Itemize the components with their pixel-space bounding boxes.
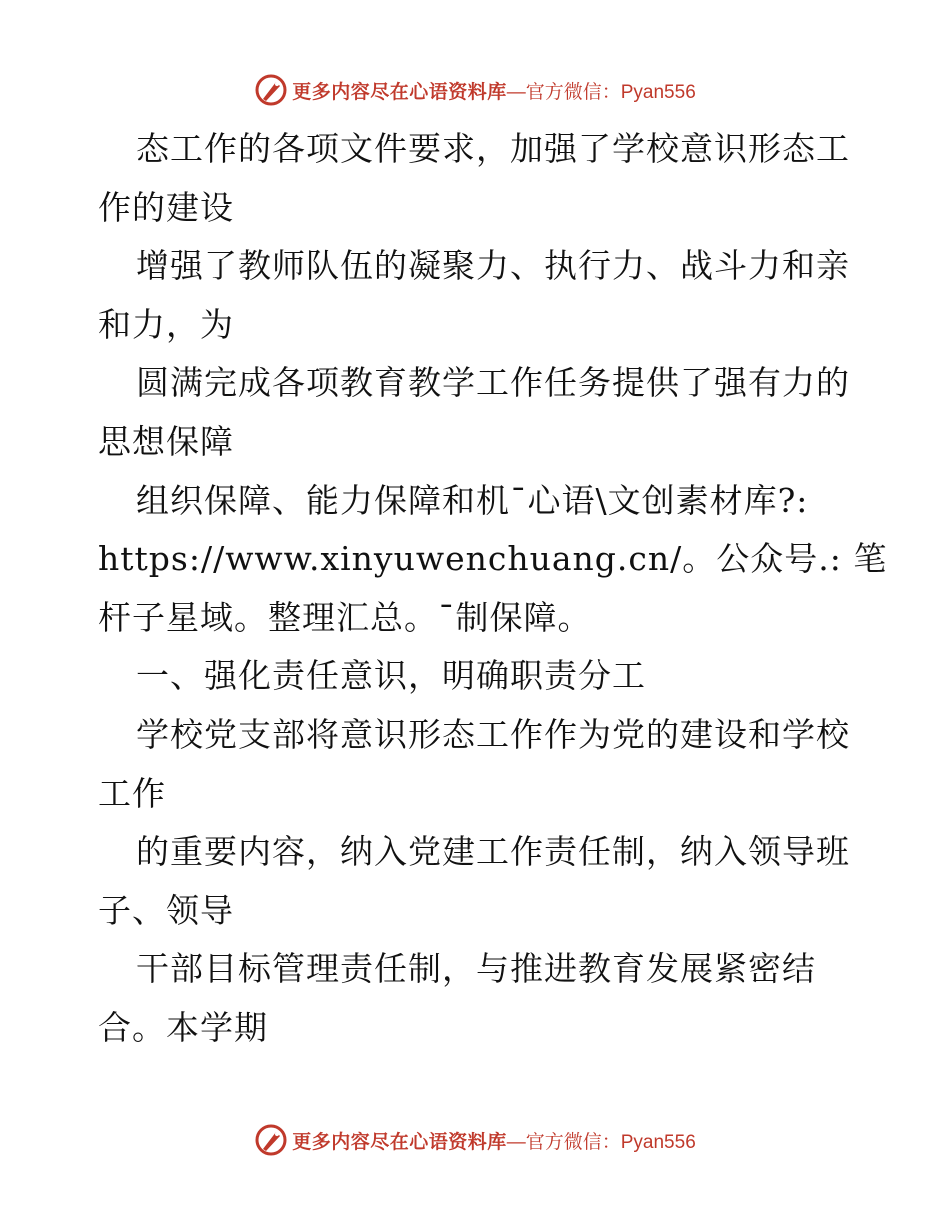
body-line: 工作 — [98, 773, 166, 813]
body-line: 的重要内容，纳入党建工作责任制，纳入领导班 — [136, 832, 850, 872]
document-body — [98, 120, 888, 1058]
body-line: 干部目标管理责任制，与推进教育发展紧密结 — [136, 949, 816, 989]
body-line: 学校党支部将意识形态工作作为党的建设和学校 — [136, 714, 850, 754]
footer-banner — [0, 1118, 950, 1162]
section-heading: 一、强化责任意识，明确职责分工 — [136, 656, 646, 696]
banner-contact-text: —官方微信：Pyan556 — [506, 1131, 696, 1153]
pen-nib-logo-icon — [254, 73, 288, 107]
pen-nib-logo-icon — [254, 1123, 288, 1157]
body-line: 圆满完成各项教育教学工作任务提供了强有力的 — [136, 363, 850, 403]
body-line: 思想保障 — [98, 421, 234, 461]
body-line: 增强了教师队伍的凝聚力、执行力、战斗力和亲 — [136, 246, 850, 286]
header-banner — [0, 68, 950, 112]
body-line: 组织保障、能力保障和机¯心语\文创素材库?: — [136, 480, 809, 520]
body-line: https://www.xinyuwenchuang.cn/。公众号.: 笔 — [98, 539, 888, 579]
banner-brand-text: 更多内容尽在心语资料库 — [292, 1130, 507, 1153]
body-line: 态工作的各项文件要求，加强了学校意识形态工 — [136, 129, 850, 168]
body-line: 作的建设 — [98, 187, 234, 227]
banner-contact-text: —官方微信：Pyan556 — [506, 81, 696, 103]
banner-brand-text: 更多内容尽在心语资料库 — [292, 80, 507, 103]
body-line: 合。本学期 — [98, 1007, 268, 1047]
body-line: 杆子星域。整理汇总。¯制保障。 — [98, 597, 592, 637]
body-line: 和力，为 — [98, 304, 234, 344]
body-line: 子、领导 — [98, 890, 234, 930]
